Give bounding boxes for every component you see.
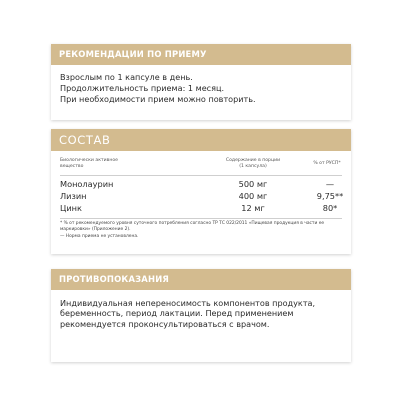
dosage-card	[51, 44, 351, 120]
row-percent: —	[325, 179, 335, 189]
row-amount: 500 мг	[238, 179, 268, 189]
contraindications-text: Индивидуальная непереносимость компонентов продукта, беременность, период лактации. Перед применением рекомендуется проконсультироваться с врачом.	[60, 298, 316, 329]
row-amount: 12 мг	[241, 203, 265, 213]
table-row	[51, 179, 351, 190]
contraindications-header: ПРОТИВОПОКАЗАНИЯ	[51, 269, 351, 290]
contraindications-card	[51, 269, 351, 362]
dosage-body	[51, 65, 351, 104]
row-substance: Монолаурин	[60, 179, 114, 189]
table-divider	[60, 175, 342, 176]
column-header-amount: Содержание в порции (1 капсула)	[225, 158, 281, 169]
composition-header: СОСТАВ	[51, 129, 351, 151]
column-header-substance: Биологически активное вещество	[60, 158, 118, 169]
row-substance: Цинк	[60, 203, 82, 213]
composition-table	[51, 151, 351, 254]
column-header-percent: % от РУСП*	[313, 161, 341, 166]
table-divider	[60, 218, 342, 219]
table-row	[51, 203, 351, 214]
dosage-line: Продолжительность приема: 1 месяц.	[60, 82, 225, 93]
composition-card	[51, 129, 351, 254]
row-amount: 400 мг	[238, 191, 268, 201]
dosage-line: Взрослым по 1 капсуле в день.	[60, 72, 193, 82]
footnote: * % от рекомендуемого уровня суточного потребления согласно ТР ТС 022/2011 «Пищевая продукция в части ее маркировки» (Приложение 2).	[60, 221, 325, 232]
row-substance: Лизин	[60, 191, 87, 201]
dosage-line: При необходимости прием можно повторить.	[60, 93, 256, 104]
dosage-header: РЕКОМЕНДАЦИИ ПО ПРИЕМУ	[51, 44, 351, 65]
table-row	[51, 191, 351, 202]
row-percent: 9,75**	[316, 191, 344, 201]
footnote: — Норма приема не установлена.	[60, 234, 139, 239]
row-percent: 80*	[322, 203, 338, 213]
